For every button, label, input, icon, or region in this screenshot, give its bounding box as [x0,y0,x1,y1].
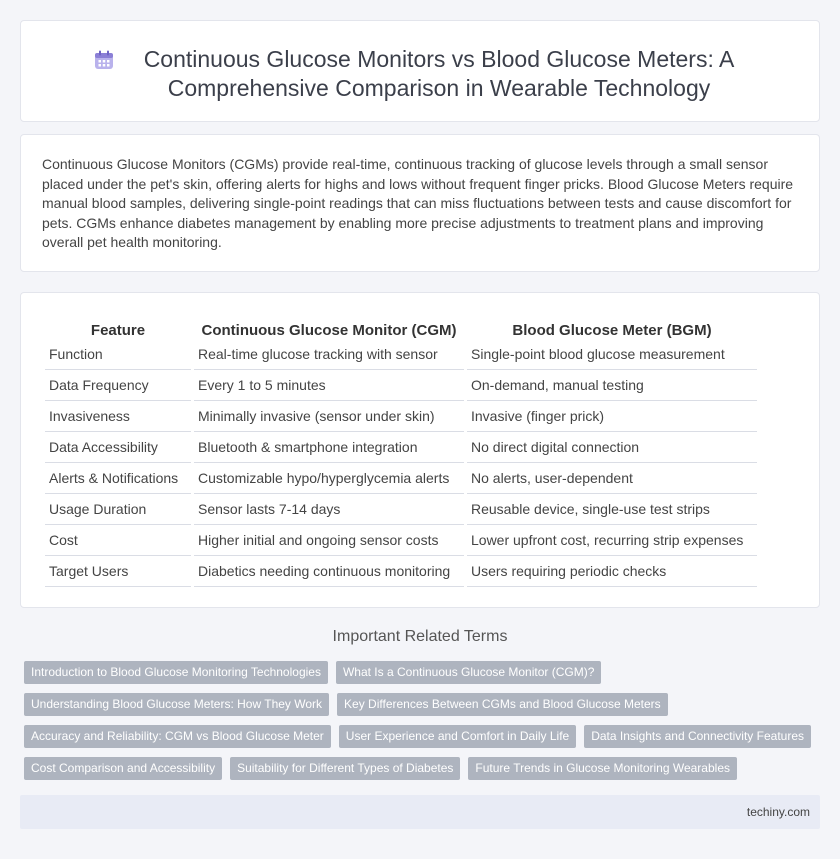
related-term-link[interactable]: Cost Comparison and Accessibility [24,757,222,780]
related-term-link[interactable]: Understanding Blood Glucose Meters: How They Work [24,693,329,716]
cgm-cell: Bluetooth & smartphone integration [194,432,464,463]
table-row [45,556,757,587]
table-header-row [45,315,757,339]
comparison-table-card [20,292,820,608]
related-term-link[interactable]: User Experience and Comfort in Daily Life [339,725,576,748]
feature-cell: Data Accessibility [45,432,191,463]
header-bgm: Blood Glucose Meter (BGM) [512,322,712,339]
cgm-cell: Diabetics needing continuous monitoring [194,556,464,587]
table-row [45,525,757,556]
intro-card [20,134,820,272]
header-feature: Feature [90,322,146,339]
related-terms-row [24,661,601,684]
bgm-cell: Invasive (finger prick) [467,401,757,432]
related-term-link[interactable]: Data Insights and Connectivity Features [584,725,811,748]
related-term-link[interactable]: Future Trends in Glucose Monitoring Wearables [468,757,737,780]
table-row [45,339,757,370]
feature-cell: Invasiveness [45,401,191,432]
cgm-cell: Higher initial and ongoing sensor costs [194,525,464,556]
table-row [45,370,757,401]
intro-paragraph: Continuous Glucose Monitors (CGMs) provide real-time, continuous tracking of glucose levels through a small sensor placed under the pet's skin, offering alerts for highs and lows without frequent finger pricks. Blood Glucose Meters require manual blood samples, delivering single-point readings that can miss fluctuations between tests and cause discomfort for pets. CGMs enhance diabetes management by enabling more precise adjustments to treatment plans and improving overall pet health monitoring. [42,156,794,251]
bgm-cell: No direct digital connection [467,432,757,463]
table-row [45,401,757,432]
bgm-cell: Reusable device, single-use test strips [467,494,757,525]
related-terms-row [24,757,737,780]
related-terms-row [24,693,668,716]
related-terms-row [24,725,811,748]
table-row [45,463,757,494]
footer-site-link[interactable]: techiny.com [746,805,810,819]
comparison-table [42,315,760,587]
cgm-cell: Every 1 to 5 minutes [194,370,464,401]
bgm-cell: Lower upfront cost, recurring strip expenses [467,525,757,556]
footer [20,795,820,829]
feature-cell: Cost [45,525,191,556]
feature-cell: Data Frequency [45,370,191,401]
cgm-cell: Sensor lasts 7-14 days [194,494,464,525]
bgm-cell: No alerts, user-dependent [467,463,757,494]
feature-cell: Function [45,339,191,370]
related-term-link[interactable]: What Is a Continuous Glucose Monitor (CGM)? [336,661,601,684]
cgm-cell: Real-time glucose tracking with sensor [194,339,464,370]
bgm-cell: Users requiring periodic checks [467,556,757,587]
title-card [20,20,820,122]
related-term-link[interactable]: Suitability for Different Types of Diabetes [230,757,460,780]
related-term-link[interactable]: Accuracy and Reliability: CGM vs Blood Glucose Meter [24,725,331,748]
feature-cell: Target Users [45,556,191,587]
bgm-cell: On-demand, manual testing [467,370,757,401]
feature-cell: Usage Duration [45,494,191,525]
related-term-link[interactable]: Key Differences Between CGMs and Blood Glucose Meters [337,693,668,716]
related-term-link[interactable]: Introduction to Blood Glucose Monitoring Technologies [24,661,328,684]
table-row [45,494,757,525]
feature-cell: Alerts & Notifications [45,463,191,494]
related-terms-heading: Important Related Terms [332,628,508,645]
page-title: Continuous Glucose Monitors vs Blood Glucose Meters: A Comprehensive Comparison in Wearable Technology [143,46,735,101]
cgm-cell: Customizable hypo/hyperglycemia alerts [194,463,464,494]
header-cgm: Continuous Glucose Monitor (CGM) [201,322,457,339]
bgm-cell: Single-point blood glucose measurement [467,339,757,370]
cgm-cell: Minimally invasive (sensor under skin) [194,401,464,432]
table-row [45,432,757,463]
